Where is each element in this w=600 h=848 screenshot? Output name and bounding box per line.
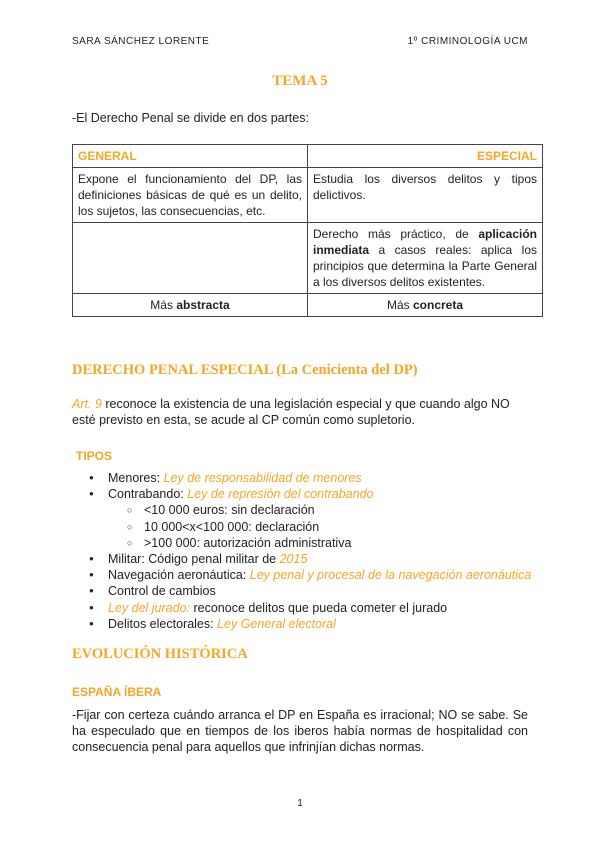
list-item: ● Delitos electorales: Ley General electoral bbox=[72, 616, 532, 632]
table-header-row bbox=[73, 145, 543, 168]
art-reference: Art. 9 bbox=[72, 397, 102, 411]
header-course: 1º CRIMINOLOGÍA UCM bbox=[407, 36, 528, 47]
list-item: ● Ley del jurado: reconoce delitos que pueda cometer el jurado bbox=[72, 600, 532, 616]
sub-list-item: ○ >100 000: autorización administrativa bbox=[72, 535, 532, 551]
table-row bbox=[73, 294, 543, 317]
page-number: 1 bbox=[297, 798, 303, 809]
art9-paragraph: Art. 9 reconoce la existencia de una legislación especial y que cuando algo NO esté previsto en esta, se acude al CP común como supletorio. bbox=[72, 397, 510, 427]
ibera-paragraph: -Fijar con certeza cuándo arranca el DP en España es irracional; NO se sabe. Se ha especulado que en tiempos de los iberos había normas de hospitalidad con consecuencia penal para aquellos que infrinjían dichas normas. bbox=[72, 708, 528, 754]
especial-summary: Más concreta bbox=[308, 294, 543, 317]
section-heading-especial: DERECHO PENAL ESPECIAL (La Cenicienta del DP) bbox=[72, 362, 418, 378]
sub-list-item: ○ <10 000 euros: sin declaración bbox=[72, 502, 532, 518]
list-item: ● Militar: Código penal militar de 2015 bbox=[72, 551, 532, 567]
table-row bbox=[73, 223, 543, 294]
list-item: ● Contrabando: Ley de represión del contrabando bbox=[72, 486, 532, 502]
especial-practical: Derecho más práctico, de aplicación inmediata a casos reales: aplica los principios que determina la Parte General a los diversos delitos existentes. bbox=[308, 223, 543, 294]
general-summary: Más abstracta bbox=[73, 294, 308, 317]
col-especial-header: ESPECIAL bbox=[308, 145, 543, 168]
header-author: SARA SÁNCHEZ LORENTE bbox=[72, 36, 210, 47]
page-title: TEMA 5 bbox=[272, 73, 328, 89]
list-item: ● Navegación aeronáutica: Ley penal y procesal de la navegación aeronáutica bbox=[72, 567, 532, 583]
tipos-heading: TIPOS bbox=[76, 449, 113, 463]
col-general-header: GENERAL bbox=[73, 145, 308, 168]
table-row bbox=[73, 168, 543, 223]
list-item: ● Menores: Ley de responsabilidad de menores bbox=[72, 470, 532, 486]
intro-text: -El Derecho Penal se divide en dos partes: bbox=[72, 111, 309, 125]
sub-list-item: ○ 10 000<x<100 000: declaración bbox=[72, 519, 532, 535]
list-item: ● Control de cambios bbox=[72, 583, 532, 599]
section-heading-evolucion: EVOLUCIÓN HISTÓRICA bbox=[72, 646, 248, 662]
parts-table bbox=[72, 144, 543, 317]
especial-description: Estudia los diversos delitos y tipos delictivos. bbox=[308, 168, 543, 223]
general-description: Expone el funcionamiento del DP, las definiciones básicas de qué es un delito, los sujetos, las consecuencias, etc. bbox=[73, 168, 308, 223]
tipos-list bbox=[72, 470, 532, 632]
empty-cell bbox=[73, 223, 308, 294]
subheading-espana-ibera: ESPAÑA ÍBERA bbox=[72, 685, 162, 699]
